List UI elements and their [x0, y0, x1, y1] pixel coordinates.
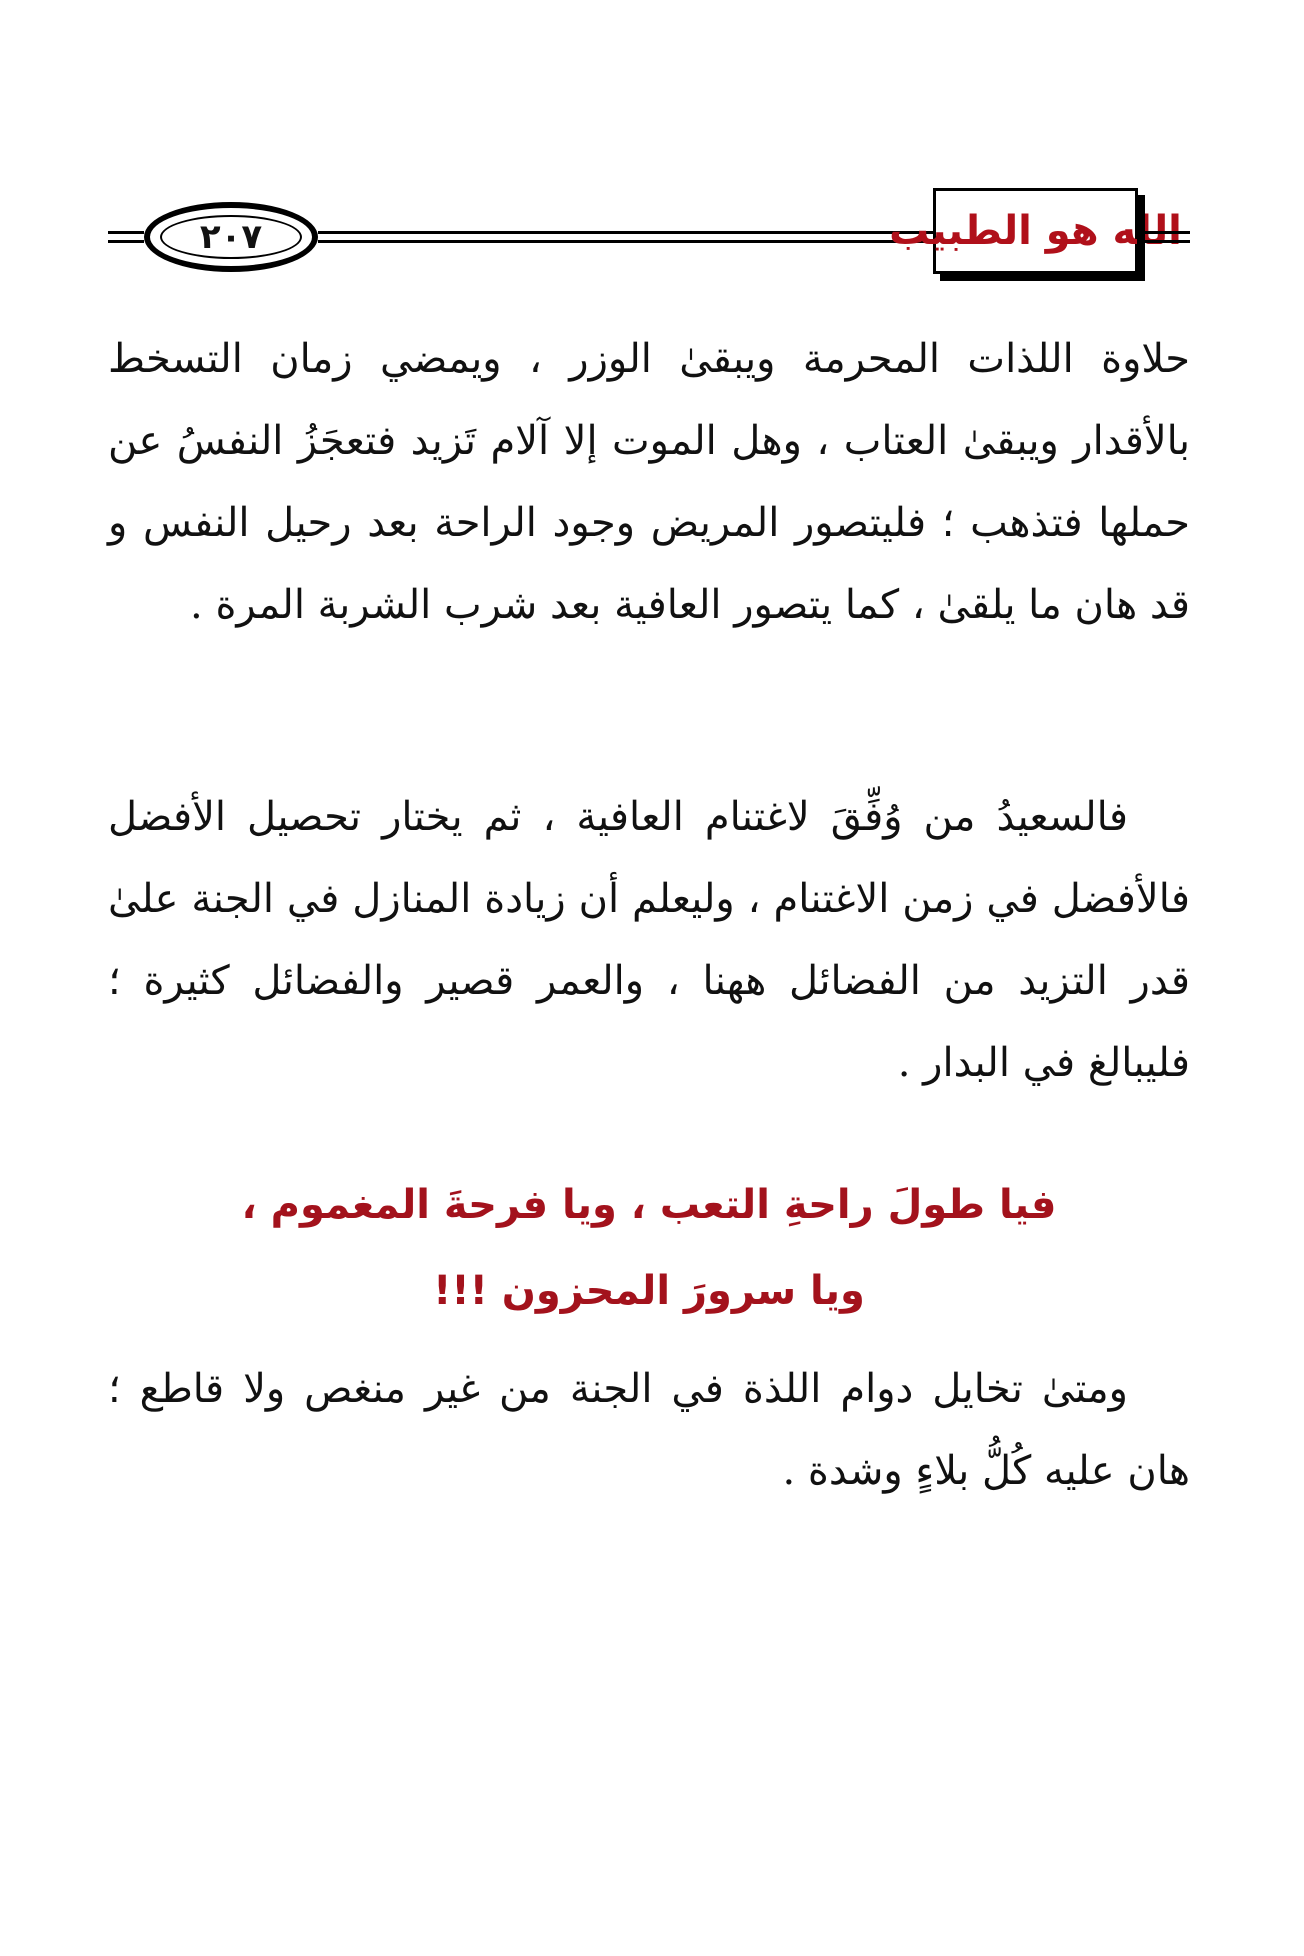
chapter-title-box — [889, 188, 1182, 274]
page-number-badge — [144, 202, 318, 272]
highlighted-quote — [108, 1162, 1190, 1334]
paragraph-2: فالسعيدُ من وُفِّقَ لاغتنام العافية ، ثم يختار تحصيل الأفضل فالأفضل في زمن الاغتنام ، وليعلم أن زيادة المنازل في الجنة علىٰ قدر التزيد من الفضائل ههنا ، والعمر قصير والفضائل كثيرة ؛ فليبالغ في البدار . — [108, 794, 1190, 1086]
chapter-title: الله هو الطبيب — [889, 208, 1182, 254]
header-rule-left — [108, 231, 144, 243]
quote-line-2: ويا سرورَ المحزون !!! — [433, 1268, 865, 1314]
page-number: ٢٠٧ — [199, 217, 263, 257]
quote-line-1: فيا طولَ راحةِ التعب ، ويا فرحةَ المغموم ، — [241, 1182, 1057, 1228]
paragraph-3: ومتىٰ تخايل دوام اللذة في الجنة من غير منغص ولا قاطع ؛ هان عليه كُلُّ بلاءٍ وشدة . — [108, 1366, 1190, 1494]
header-rule-middle — [318, 231, 933, 243]
header-rule-right — [1138, 231, 1190, 243]
page-header — [108, 188, 1190, 288]
paragraph-1: حلاوة اللذات المحرمة ويبقىٰ الوزر ، ويمضي زمان التسخط بالأقدار ويبقىٰ العتاب ، وهل الموت إلا آلام تَزيد فتعجَزُ النفسُ عن حملها فتذهب ؛ فليتصور المريض وجود الراحة بعد رحيل النفس و قد هان ما يلقىٰ ، كما يتصور العافية بعد شرب الشربة المرة . — [108, 336, 1190, 628]
